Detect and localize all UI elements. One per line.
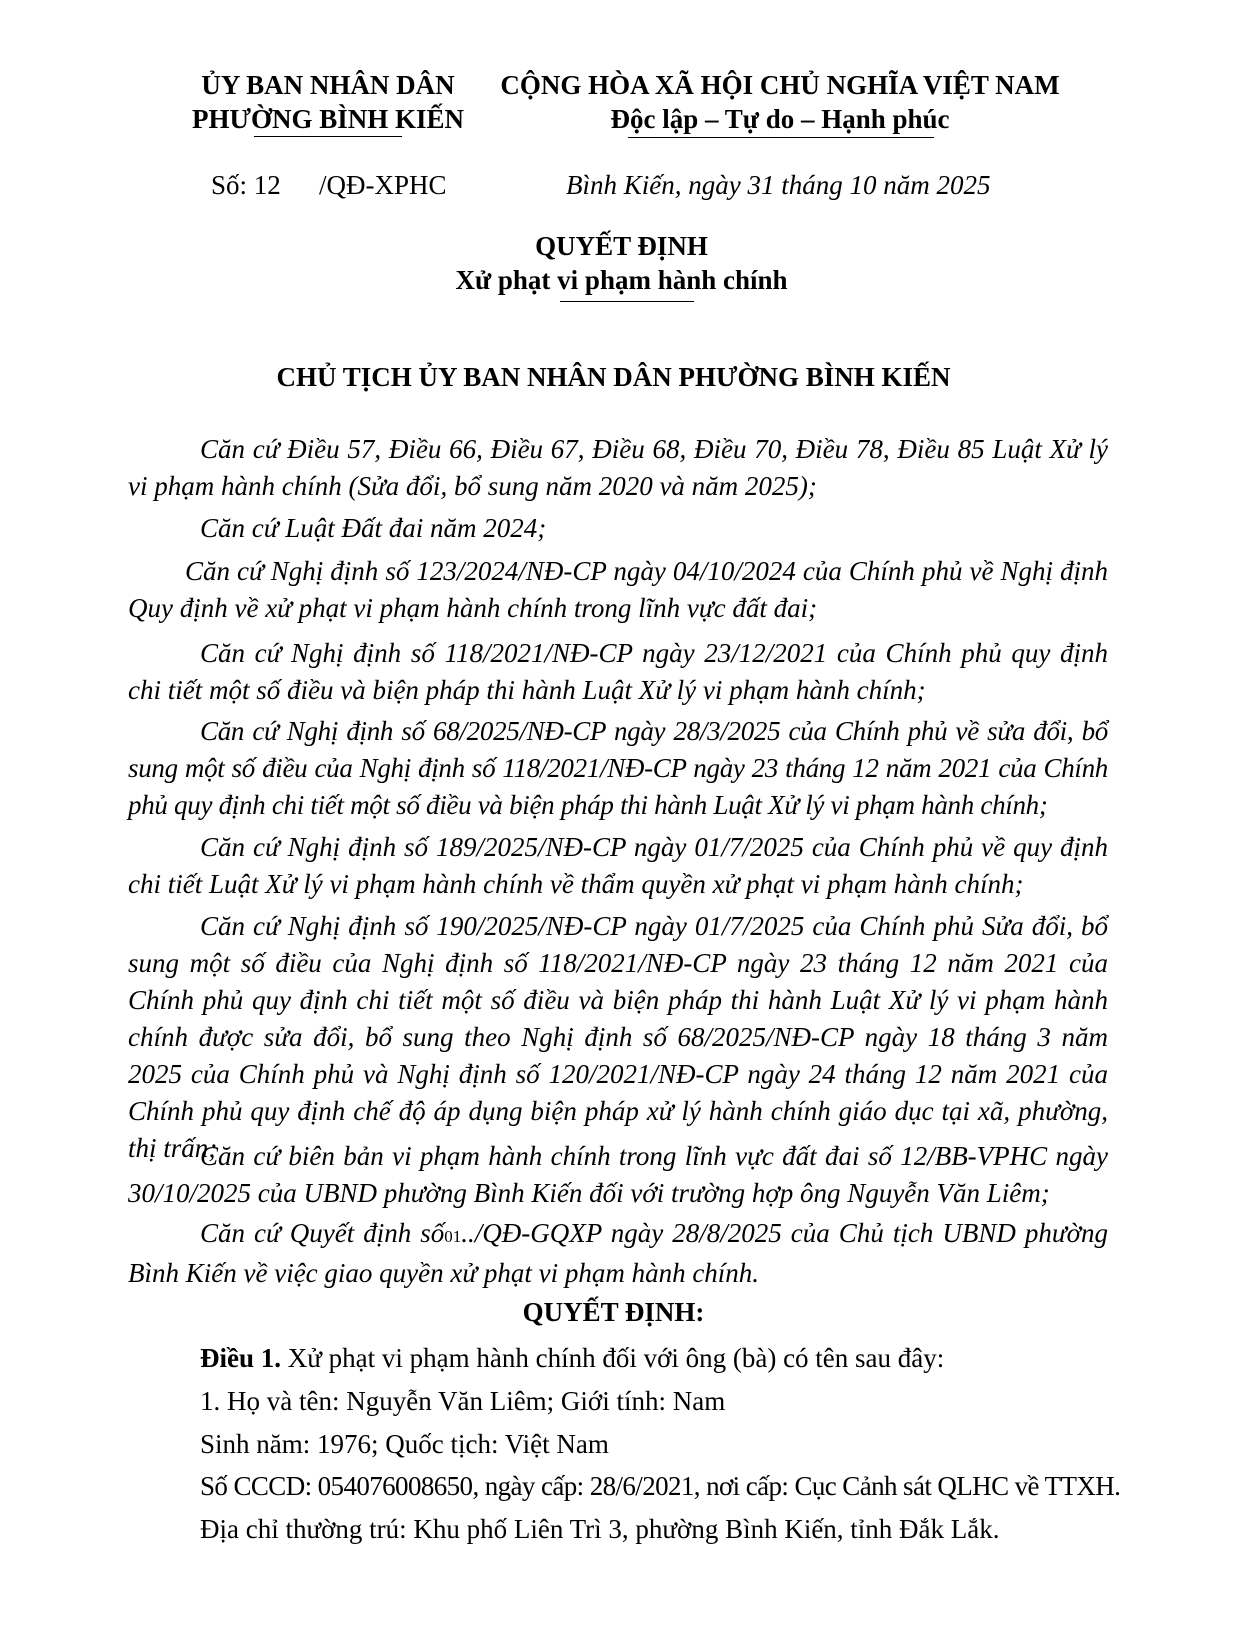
legal-basis-8: Căn cứ biên bản vi phạm hành chính trong lĩnh vực đất đai số 12/BB-VPHC ngày 30/10/2025 của UBND phường Bình Kiến đối với trường hợp ông Nguyễn Văn Liêm;: [128, 1141, 1108, 1208]
national-motto: Độc lập – Tự do – Hạnh phúc: [610, 104, 950, 134]
person-id-card: Số CCCD: 054076008650, ngày cấp: 28/6/2021, nơi cấp: Cục Cảnh sát QLHC về TTXH.: [200, 1471, 1121, 1501]
legal-basis-7: Căn cứ Nghị định số 190/2025/NĐ-CP ngày 01/7/2025 của Chính phủ Sửa đổi, bổ sung một số điều của Nghị định số 118/2021/NĐ-CP ngày 23 tháng 12 năm 2021 của Chính phủ quy định chi tiết một số điều và biện pháp thi hành Luật Xử lý vi phạm hành chính được sửa đổi, bổ sung theo Nghị định số 68/2025/NĐ-CP ngày 18 tháng 3 năm 2025 của Chính phủ và Nghị định số 120/2021/NĐ-CP ngày 24 tháng 12 năm 2021 của Chính phủ quy định chế độ áp dụng biện pháp xử lý hành chính giáo dục tại xã, phường, thị trấn;: [128, 911, 1108, 1163]
article-1-label: Điều 1.: [200, 1343, 281, 1373]
national-title: CỘNG HÒA XÃ HỘI CHỦ NGHĨA VIỆT NAM: [500, 70, 1060, 100]
legal-basis-1: Căn cứ Điều 57, Điều 66, Điều 67, Điều 68, Điều 70, Điều 78, Điều 85 Luật Xử lý vi phạm hành chính (Sửa đổi, bổ sung năm 2020 và năm 2025);: [128, 434, 1108, 501]
agency-underline: [254, 136, 402, 137]
legal-basis-delegation: Căn cứ Quyết định số01../QĐ-GQXP ngày 28/8/2025 của Chủ tịch UBND phường Bình Kiến về việc giao quyền xử phạt vi phạm hành chính.: [128, 1218, 1108, 1288]
delegation-number: 01: [444, 1227, 462, 1246]
agency-name-line1: ỦY BAN NHÂN DÂN: [201, 70, 455, 100]
agency-name-line2: PHƯỜNG BÌNH KIẾN: [191, 104, 465, 134]
document-number-suffix: /QĐ-XPHC: [319, 170, 447, 200]
decision-heading: QUYẾT ĐỊNH:: [522, 1297, 705, 1327]
article-1: [200, 1343, 944, 1374]
legal-basis-3: Căn cứ Nghị định số 123/2024/NĐ-CP ngày 04/10/2024 của Chính phủ về Nghị định Quy định về xử phạt vi phạm hành chính trong lĩnh vực đất đai;: [128, 556, 1108, 623]
document-subtitle: Xử phạt vi phạm hành chính: [455, 265, 788, 295]
title-underline: [560, 301, 694, 302]
person-name: 1. Họ và tên: Nguyễn Văn Liêm; Giới tính: Nam: [200, 1386, 726, 1416]
legal-basis-6: Căn cứ Nghị định số 189/2025/NĐ-CP ngày 01/7/2025 của Chính phủ về quy định chi tiết Luật Xử lý vi phạm hành chính về thẩm quyền xử phạt vi phạm hành chính;: [128, 832, 1108, 899]
motto-underline: [628, 137, 934, 138]
article-1-text: Xử phạt vi phạm hành chính đối với ông (bà) có tên sau đây:: [281, 1343, 945, 1373]
legal-basis-5: Căn cứ Nghị định số 68/2025/NĐ-CP ngày 28/3/2025 của Chính phủ về sửa đổi, bổ sung một số điều của Nghị định số 118/2021/NĐ-CP ngày 23 tháng 12 năm 2021 của Chính phủ quy định chi tiết một số điều và biện pháp thi hành Luật Xử lý vi phạm hành chính;: [128, 716, 1108, 820]
document-number: Số: 12: [211, 170, 281, 200]
document-title: QUYẾT ĐỊNH: [535, 231, 708, 261]
legal-basis-4: Căn cứ Nghị định số 118/2021/NĐ-CP ngày 23/12/2021 của Chính phủ quy định chi tiết một số điều và biện pháp thi hành Luật Xử lý vi phạm hành chính;: [128, 638, 1108, 705]
person-birth-nationality: Sinh năm: 1976; Quốc tịch: Việt Nam: [200, 1429, 609, 1459]
person-address: Địa chỉ thường trú: Khu phố Liên Trì 3, phường Bình Kiến, tỉnh Đắk Lắk.: [200, 1514, 1000, 1544]
issuing-authority: CHỦ TỊCH ỦY BAN NHÂN DÂN PHƯỜNG BÌNH KIẾN: [276, 362, 951, 392]
place-date: Bình Kiến, ngày 31 tháng 10 năm 2025: [566, 170, 991, 200]
legal-basis-2: Căn cứ Luật Đất đai năm 2024;: [200, 513, 547, 543]
